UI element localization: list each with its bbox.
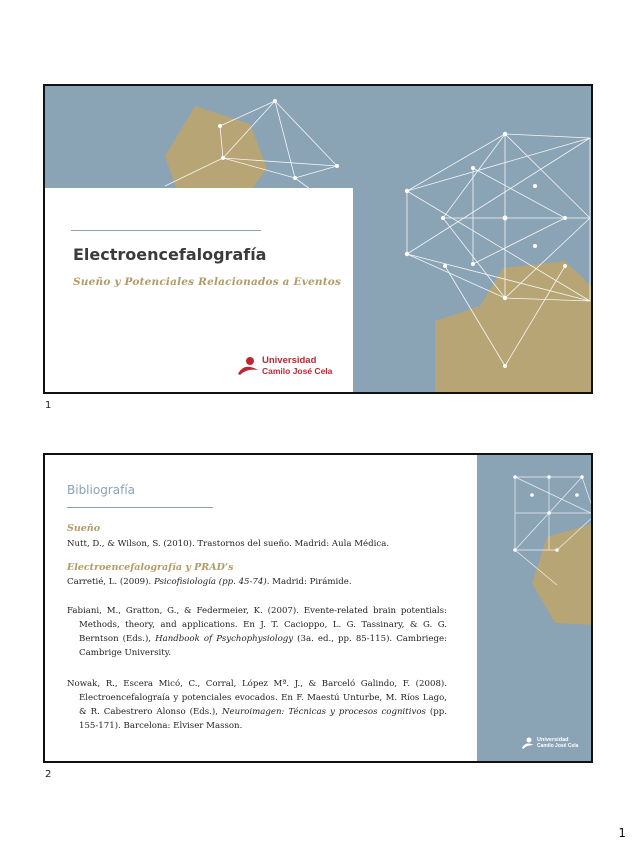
page-number: 1: [618, 826, 626, 840]
reference-item: Nutt, D., & Wilson, S. (2010). Trastornos del sueño. Madrid: Aula Médica.: [67, 539, 390, 549]
title-card: [45, 188, 353, 392]
logo-line-2: Camilo José Cela: [537, 743, 579, 749]
ucjc-logo-icon: [521, 737, 535, 749]
slide-2: [43, 453, 593, 763]
slide-number-2: 2: [45, 769, 52, 780]
slide-subtitle: Sueño y Potenciales Relacionados a Eventos: [73, 276, 342, 288]
title-rule: [71, 230, 261, 231]
gold-hexagon-bottom: [435, 261, 591, 392]
bibliography-heading: Bibliografía: [67, 483, 136, 497]
logo-line-2: Camilo José Cela: [262, 366, 333, 376]
side-panel: [477, 455, 593, 761]
section-title-eeg: Electroencefalografía y PRAD’s: [67, 562, 234, 573]
slide-1: [43, 84, 593, 394]
university-logo-small: [521, 737, 578, 749]
reference-item: Fabiani, M., Gratton, G., & Federmeier, K. (2007). Evente-related brain potentials: Methods, theory, and applications. En J. T. Cacioppo, L. G. Tassinary, & G. G. Berntson (Eds.), Handbook of Psychophysiology (3a. ed., pp. 85-115). Cambriege: Cambrige University.: [67, 606, 447, 658]
slide-title: Electroencefalografía: [73, 245, 267, 264]
logo-line-1: Universidad: [262, 355, 317, 366]
heading-rule: [67, 507, 213, 508]
section-title-sleep: Sueño: [67, 523, 101, 534]
side-geometric-decoration: [477, 455, 593, 761]
reference-item: Nowak, R., Escera Micó, C., Corral, López Mª. J., & Barceló Galindo, F. (2008). Electroencefalograía y potenciales evocados. En F. Maestú Unturbe, M. Ríos Lago, & R. Cabestrero Alonso (Eds.), Neuroimagen: Técnicas y procesos cognitivos (pp. 155-171). Barcelona: Elviser Masson.: [67, 679, 447, 731]
slide-number-1: 1: [45, 400, 52, 411]
university-logo: [237, 356, 332, 376]
ucjc-logo-icon: [237, 356, 259, 376]
reference-item: Carretié, L. (2009). Psicofisiología (pp. 45-74). Madrid: Pirámide.: [67, 577, 352, 587]
logo-line-1: Universidad: [537, 737, 569, 743]
